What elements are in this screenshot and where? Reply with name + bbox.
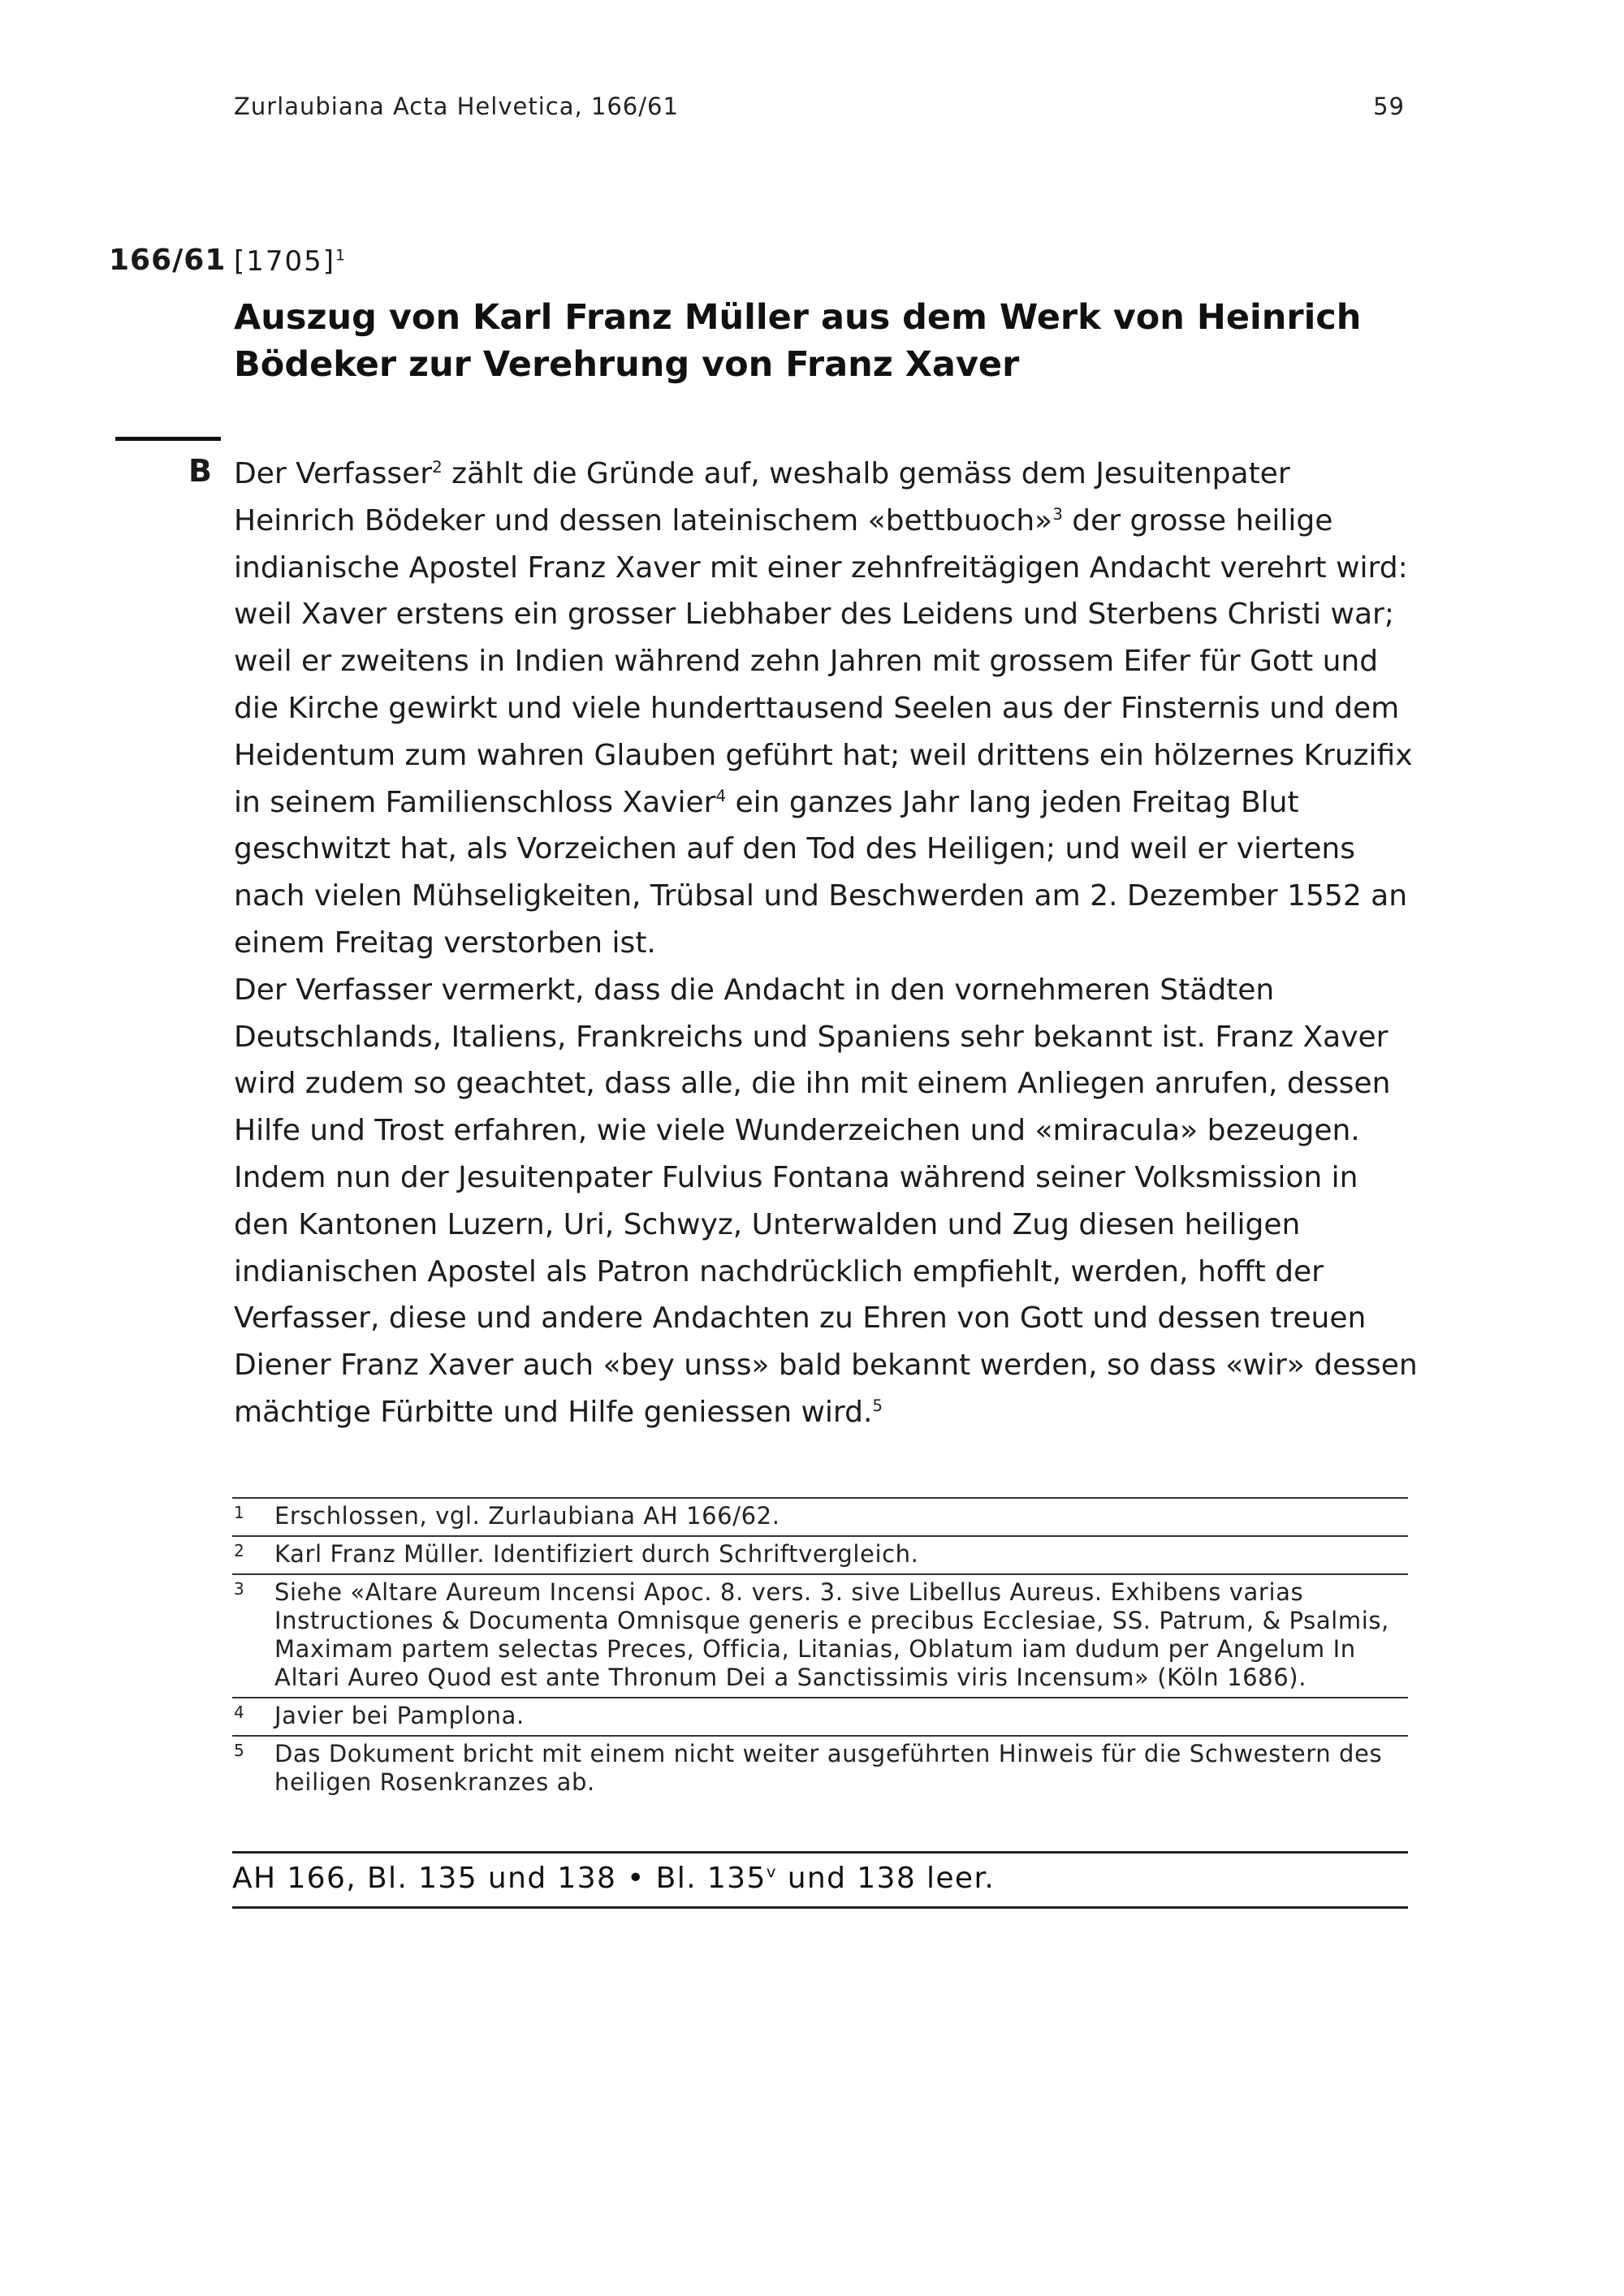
- footnote-5: [232, 1735, 1408, 1802]
- body-text: [234, 451, 1419, 1436]
- footnotes: [232, 1497, 1408, 1802]
- document-date: [234, 245, 347, 278]
- document-title-line-1: Auszug von Karl Franz Müller aus dem Werk von Heinrich: [234, 297, 1362, 338]
- source-text-a: AH 166, Bl. 135 und 138 • Bl. 135: [232, 1862, 767, 1895]
- paragraph-1: [234, 451, 1419, 967]
- page-number: 59: [1373, 93, 1405, 120]
- source-text-b: und 138 leer.: [776, 1862, 996, 1895]
- p1-part-b: zählt die Gründe auf, weshalb gemäss dem Jesuitenpater Heinrich Bödeker und dessen lateinischem «bettbuoch»: [234, 457, 1290, 537]
- footnote-2: [232, 1535, 1408, 1573]
- paragraph-2: [234, 967, 1419, 1436]
- footnote-number: 2: [234, 1541, 245, 1560]
- running-head-title: Zurlaubiana Acta Helvetica, 166/61: [234, 93, 679, 120]
- source-reference: [232, 1851, 1408, 1909]
- footnote-ref-1: 1: [335, 247, 347, 265]
- footnote-ref-4: 4: [715, 786, 727, 805]
- footnote-text: Siehe «Altare Aureum Incensi Apoc. 8. vers. 3. sive Libellus Aureus. Exhibens varias Instructiones & Documenta Omnisque generis e precibus Ecclesiae, SS. Patrum, & Psalmis, Maximam partem selectas Preces, Officia, Litanias, Oblatum iam dudum per Angelum In Altari Aureo Quod est ante Thronum Dei a Sanctissimis viris Incensum» (Köln 1686).: [274, 1578, 1389, 1691]
- margin-rule: [115, 437, 221, 441]
- p2-part-a: Der Verfasser vermerkt, dass die Andacht in den vornehmeren Städten Deutschlands, Italiens, Frankreichs und Spaniens sehr bekannt ist. Franz Xaver wird zudem so geachtet, dass alle, die ihn mit einem Anliegen anrufen, dessen Hilfe und Trost erfahren, wie viele Wunderzeichen und «miracula» bezeugen. Indem nun der Jesuitenpater Fulvius Fontana während seiner Volksmission in den Kantonen Luzern, Uri, Schwyz, Unterwalden und Zug diesen heiligen indianischen Apostel als Patron nachdrücklich empfiehlt, werden, hofft der Verfasser, diese und andere Andachten zu Ehren von Gott und dessen treuen Diener Franz Xaver auch «bey unss» bald bekannt werden, so dass «wir» dessen mächtige Fürbitte und Hilfe geniessen wird.: [234, 973, 1418, 1429]
- footnote-text: Das Dokument bricht mit einem nicht weiter ausgeführten Hinweis für die Schwestern des heiligen Rosenkranzes ab.: [274, 1740, 1383, 1796]
- footnote-4: [232, 1697, 1408, 1735]
- document-title-line-2: Bödeker zur Verehrung von Franz Xaver: [234, 344, 1020, 385]
- footnote-number: 5: [234, 1741, 245, 1760]
- footnote-ref-5: 5: [872, 1396, 883, 1415]
- footnote-1: [232, 1497, 1408, 1535]
- footnote-number: 1: [234, 1503, 245, 1522]
- p1-part-d: ein ganzes Jahr lang jeden Freitag Blut geschwitzt hat, als Vorzeichen auf den Tod des Heiligen; und weil er viertens nach vielen Mühseligkeiten, Trübsal und Beschwerden am 2. Dezember 1552 an einem Freitag verstorben ist.: [234, 785, 1408, 960]
- footnote-ref-3: 3: [1052, 504, 1063, 524]
- footnote-text: Karl Franz Müller. Identifiziert durch Schriftvergleich.: [274, 1540, 919, 1568]
- footnote-number: 4: [234, 1703, 245, 1722]
- footnote-number: 3: [234, 1579, 245, 1599]
- footnote-ref-2: 2: [432, 458, 443, 477]
- p1-part-c: der grosse heilige indianische Apostel Franz Xaver mit einer zehnfreitägigen Andacht verehrt wird: weil Xaver erstens ein grosser Liebhaber des Leidens und Sterbens Christi war; weil er zweitens in Indien während zehn Jahren mit grossem Eifer für Gott und die Kirche gewirkt und viele hunderttausend Seelen aus der Finsternis und dem Heidentum zum wahren Glauben geführt hat; weil drittens ein hölzernes Kruzifix in seinem Familienschloss Xavier: [234, 503, 1413, 819]
- footnote-text: Javier bei Pamplona.: [274, 1702, 525, 1729]
- verso-mark: v: [766, 1862, 777, 1881]
- footnote-text: Erschlossen, vgl. Zurlaubiana AH 166/62.: [274, 1502, 780, 1530]
- running-head: [234, 93, 1405, 120]
- document-date-text: [1705]: [234, 245, 336, 278]
- footnote-3: [232, 1573, 1408, 1697]
- document-number: 166/61: [109, 244, 227, 277]
- p1-part-a: Der Verfasser: [234, 457, 433, 490]
- document-title: [234, 294, 1403, 388]
- margin-marker: B: [188, 453, 212, 489]
